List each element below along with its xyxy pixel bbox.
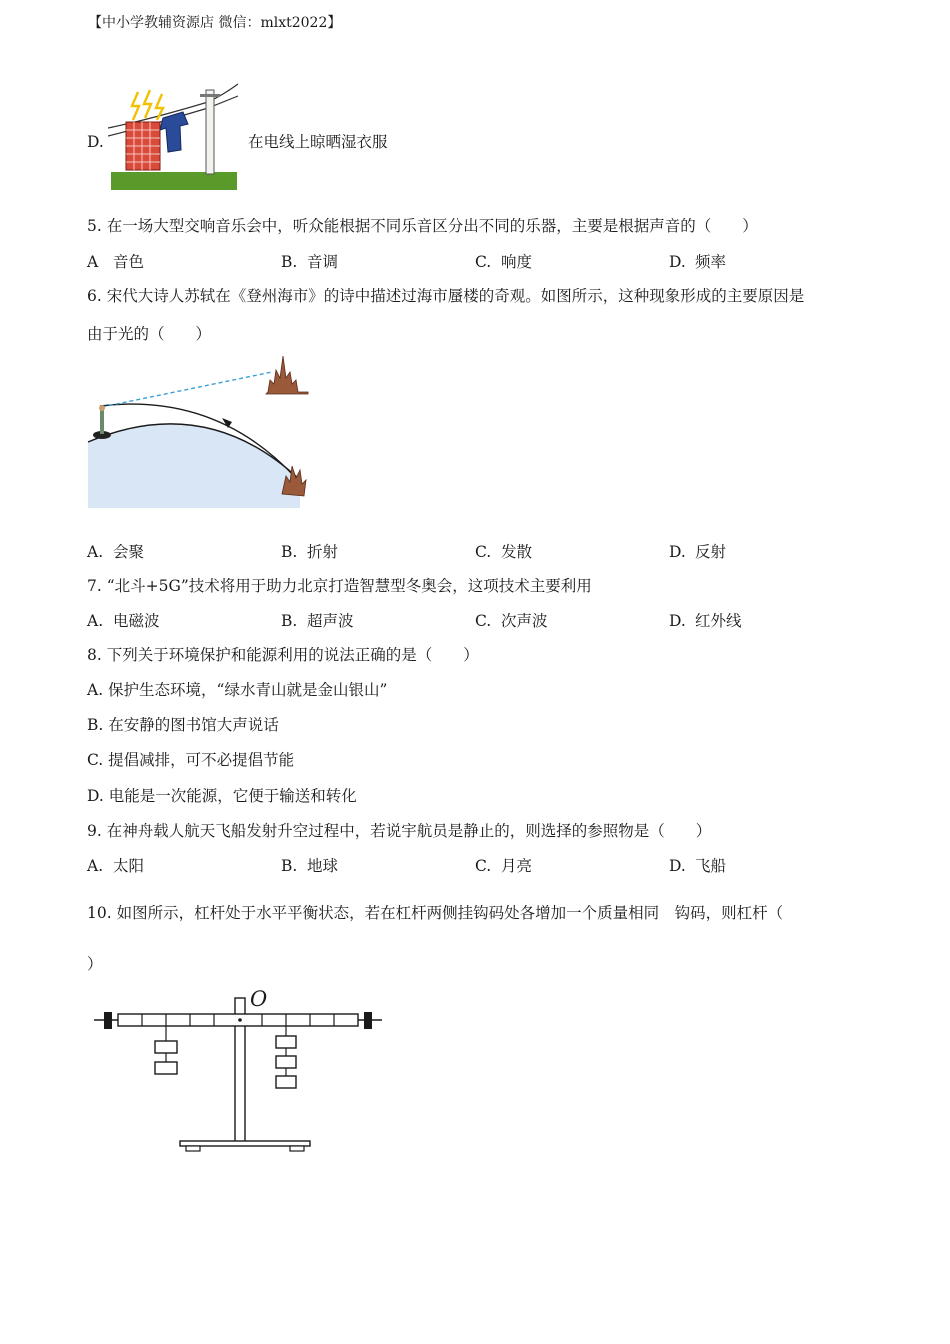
q8-stem: 8. 下列关于环境保护和能源利用的说法正确的是（ ） xyxy=(87,646,479,664)
q8-option-d[interactable]: D. 电能是一次能源，它便于输送和转化 xyxy=(87,787,357,805)
wet-clothes-on-wire-illustration xyxy=(108,80,240,192)
q10-stem-line1: 10. 如图所示，杠杆处于水平平衡状态，若在杠杆两侧挂钩码处各增加一个质量相同 钩码，则杠杆（ xyxy=(87,904,784,922)
q7-options xyxy=(87,610,867,632)
q5-option-c[interactable]: C. 响度 xyxy=(475,253,533,271)
earth-surface xyxy=(88,424,300,508)
q6-options xyxy=(87,541,867,563)
arrow-icon xyxy=(222,418,232,428)
q5-stem: 5. 在一场大型交响音乐会中，听众能根据不同乐音区分出不同的乐器，主要是根据声音的（ ） xyxy=(87,217,758,235)
line-of-sight-ray xyxy=(102,372,272,407)
mirage-image-city xyxy=(266,356,308,394)
hook-weight-right xyxy=(276,1056,296,1068)
q7-option-d[interactable]: D. 红外线 xyxy=(669,612,742,630)
q9-option-b[interactable]: B. 地球 xyxy=(281,857,339,875)
q4-option-d-text: 在电线上晾晒湿衣服 xyxy=(248,133,388,151)
lightning-bolt-icon xyxy=(144,90,151,118)
q5-options xyxy=(87,251,867,273)
q6-stem-line1: 6. 宋代大诗人苏轼在《登州海市》的诗中描述过海市蜃楼的奇观。如图所示，这种现象形成的主要原因是 xyxy=(87,287,805,305)
q8-option-c[interactable]: C. 提倡减排，可不必提倡节能 xyxy=(87,751,295,769)
lightning-bolt-icon xyxy=(132,92,139,120)
utility-pole xyxy=(206,90,214,174)
q9-option-a[interactable]: A. 太阳 xyxy=(87,857,145,875)
q10-stem-line2: ） xyxy=(87,955,103,973)
q5-option-b[interactable]: B. 音调 xyxy=(281,253,339,271)
q6-option-d[interactable]: D. 反射 xyxy=(669,543,727,561)
q5-option-d[interactable]: D. 频率 xyxy=(669,253,727,271)
q6-option-a[interactable]: A. 会聚 xyxy=(87,543,145,561)
q5-option-a[interactable]: A 音色 xyxy=(87,253,145,271)
lever-stand-base xyxy=(180,1141,310,1146)
pivot-label: O xyxy=(250,987,268,1011)
pivot-point xyxy=(238,1018,242,1022)
q9-option-d[interactable]: D. 飞船 xyxy=(669,857,727,875)
q9-option-c[interactable]: C. 月亮 xyxy=(475,857,533,875)
wet-shirt xyxy=(160,112,188,152)
q7-option-b[interactable]: B. 超声波 xyxy=(281,612,354,630)
q7-option-c[interactable]: C. 次声波 xyxy=(475,612,548,630)
q9-options xyxy=(87,855,867,877)
q8-option-a[interactable]: A. 保护生态环境，“绿水青山就是金山银山” xyxy=(87,681,388,699)
hook-weight-left xyxy=(155,1041,177,1053)
mirage-diagram xyxy=(86,352,318,512)
lever-bar xyxy=(118,1014,358,1026)
q7-stem: 7. “北斗+5G”技术将用于助力北京打造智慧型冬奥会，这项技术主要利用 xyxy=(87,577,592,595)
observer-person xyxy=(100,410,104,434)
q8-option-b[interactable]: B. 在安静的图书馆大声说话 xyxy=(87,716,279,734)
balance-nut-right xyxy=(364,1012,372,1029)
q4-option-d-letter: D. xyxy=(87,133,104,151)
q9-stem: 9. 在神舟载人航天飞船发射升空过程中，若说宇航员是静止的，则选择的参照物是（ ） xyxy=(87,822,712,840)
hook-weight-right xyxy=(276,1076,296,1088)
q6-option-c[interactable]: C. 发散 xyxy=(475,543,533,561)
lever-balance-diagram xyxy=(90,986,390,1156)
grass-ground xyxy=(111,172,237,190)
q6-option-b[interactable]: B. 折射 xyxy=(281,543,339,561)
q7-option-a[interactable]: A. 电磁波 xyxy=(87,612,160,630)
hook-weight-right xyxy=(276,1036,296,1048)
hook-weight-left xyxy=(155,1062,177,1074)
q6-stem-line2: 由于光的（ ） xyxy=(87,325,212,343)
balance-nut-left xyxy=(104,1012,112,1029)
page-header: 【中小学教辅资源店 微信：mlxt2022】 xyxy=(88,15,342,31)
